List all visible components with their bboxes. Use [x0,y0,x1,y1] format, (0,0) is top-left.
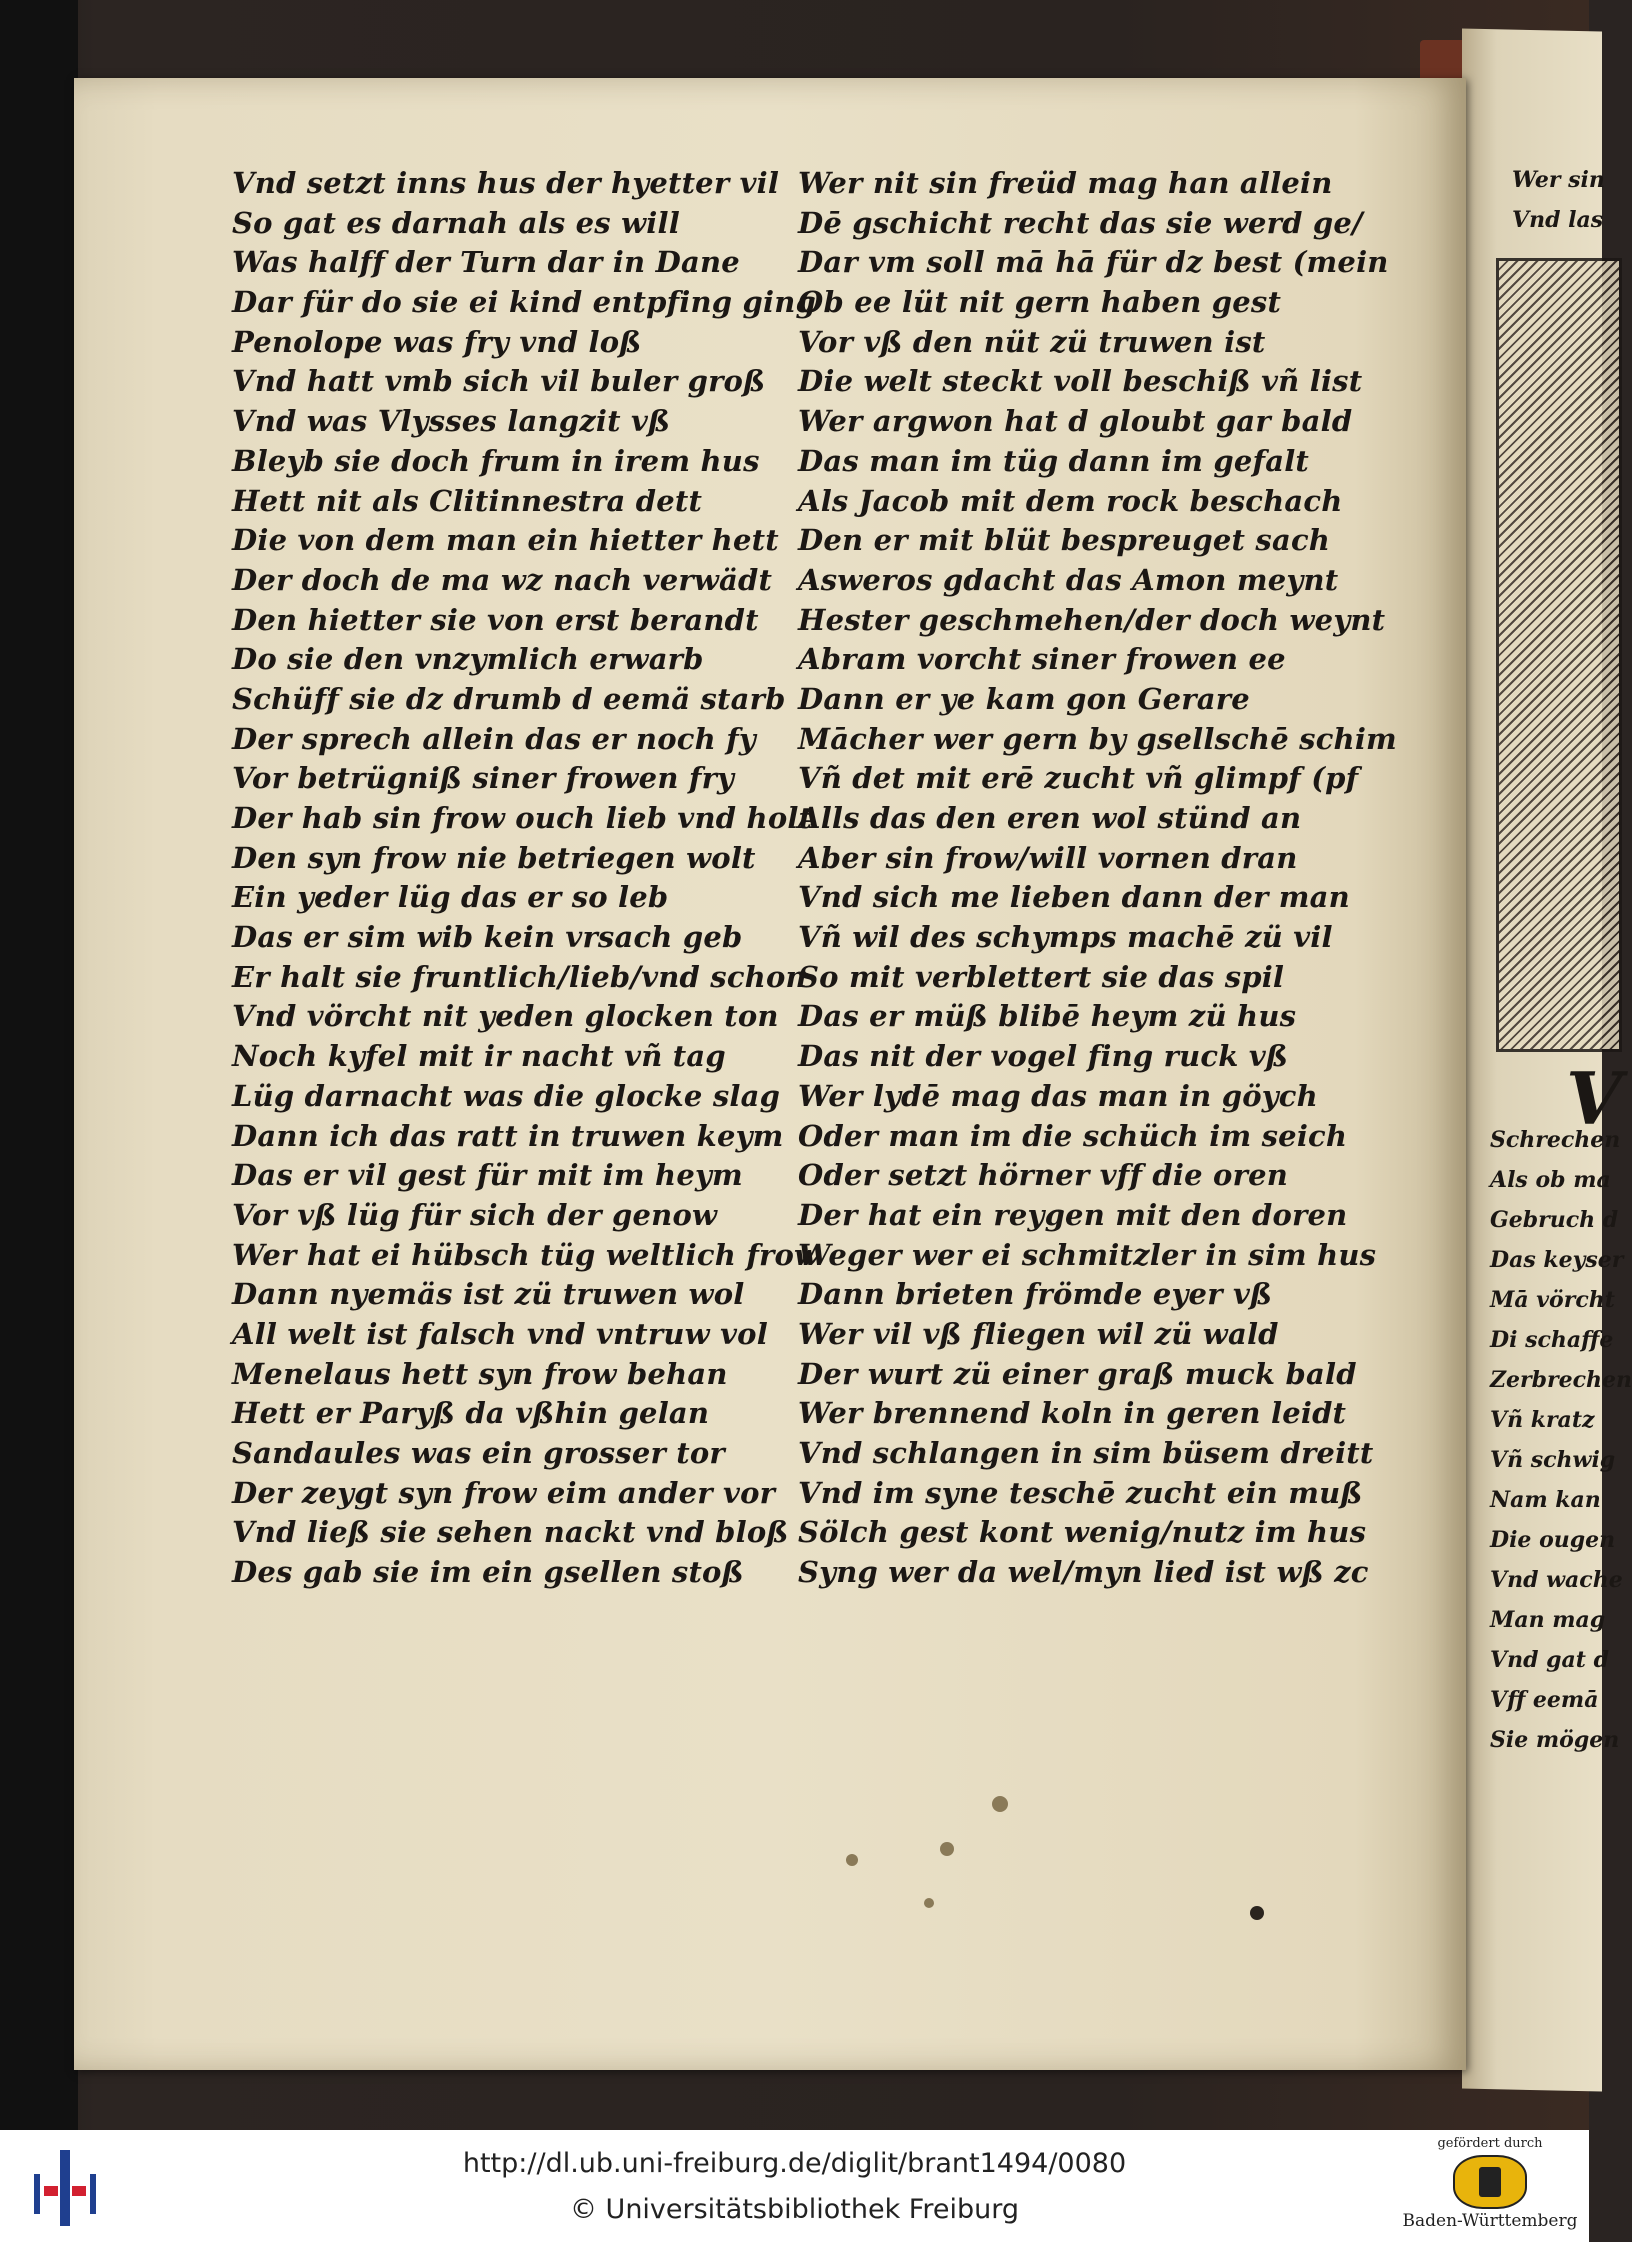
state-crest-icon [1453,2155,1527,2209]
text-line: Das man im tüg dann im gefalt [798,443,1310,478]
text-line: Er halt sie fruntlich/lieb/vnd schon [232,959,807,994]
text-line: Noch kyfel mit ir nacht vñ tag [232,1039,726,1074]
text-line: Der doch de ma wz nach verwädt [232,562,773,597]
facing-page-bottom-text [1490,1120,1632,1760]
text-line: Was halff der Turn dar in Dane [232,245,740,280]
text-line: Vnd im syne teschē zucht ein muß [798,1475,1363,1510]
text-line: Menelaus hett syn frow behan [232,1356,728,1391]
facing-page-line: Vnd gat d [1490,1647,1609,1673]
text-line: Vnd schlangen in sim büsem dreitt [798,1436,1374,1470]
text-line: Hett er Paryß da vßhin gelan [232,1396,710,1431]
text-line: Als Jacob mit dem rock beschach [798,483,1343,518]
text-line: Dar vm soll mā hā für dz best (mein [798,245,1389,280]
facing-page-line: Die ougen [1490,1527,1616,1553]
text-line: Wer lydē mag das man in göych [798,1078,1318,1113]
text-line: Bleyb sie doch frum in irem hus [232,443,760,478]
text-line: Dann er ye kam gon Gerare [798,681,1250,716]
facing-page-line: Das keyser [1490,1247,1624,1273]
text-line: Den hietter sie von erst berandt [232,602,759,637]
text-line: Oder man im die schüch im seich [798,1118,1348,1153]
text-column-right [798,164,1397,1593]
text-line: Vnd ließ sie sehen nackt vnd bloß [232,1515,789,1550]
facing-page-line: Gebruch d [1490,1207,1619,1233]
text-line: Vnd hatt vmb sich vil buler groß [232,364,766,399]
facing-page-line: Zerbrechen [1490,1367,1632,1393]
permalink-url[interactable]: http://dl.ub.uni-freiburg.de/diglit/brant1494/0080 [462,2148,1127,2179]
text-line: Sölch gest kont wenig/nutz im hus [798,1515,1367,1550]
text-line: Aber sin frow/will vornen dran [798,840,1298,875]
text-line: Die von dem man ein hietter hett [232,523,779,558]
facing-page-line: Schrechen [1490,1127,1621,1153]
book-binding [0,0,78,2130]
paper-hole [940,1842,954,1856]
paper-hole [1250,1906,1264,1920]
text-line: Alls das den eren wol stünd an [798,801,1302,835]
sponsor-block [1400,2136,1580,2231]
text-line: Lüg darnacht was die glocke slag [232,1078,781,1113]
text-line: Vnd sich me lieben dann der man [798,880,1350,915]
facing-page-line: Vnd wache [1490,1567,1623,1593]
text-line: So gat es darnah als es will [232,205,680,240]
facing-page-line: Vñ schwig [1490,1447,1616,1473]
text-line: Weger wer ei schmitzler in sim hus [798,1237,1377,1272]
text-line: Vor vß den nüt zü truwen ist [798,324,1266,359]
text-line: Des gab sie im ein gsellen stoß [232,1555,744,1590]
text-line: Der hat ein reygen mit den doren [798,1197,1348,1232]
text-line: Das er vil gest für mit im heym [232,1158,743,1193]
facing-page-line: Als ob ma [1490,1167,1611,1193]
text-line: Vor vß lüg für sich der genow [232,1197,718,1232]
text-line: Das er sim wib kein vrsach geb [232,920,743,955]
text-line: Vñ wil des schymps machē zü vil [798,920,1333,955]
text-line: Wer brennend koln in geren leidt [798,1396,1347,1431]
text-line: Penolope was fry vnd loß [232,324,642,359]
text-line: Sandaules was ein grosser tor [232,1436,725,1470]
text-line: Der hab sin frow ouch lieb vnd holt [232,801,813,835]
sponsor-label: gefördert durch [1437,2136,1543,2151]
text-line: Wer vil vß fliegen wil zü wald [798,1316,1279,1351]
paper-hole [992,1796,1008,1812]
paper-hole [924,1898,934,1908]
initial-letter: V [1566,1056,1622,1141]
facing-page-line: Di schaffe [1490,1327,1614,1353]
text-line: Das nit der vogel fing ruck vß [798,1039,1289,1074]
facing-page-line: Sie mögen [1490,1727,1620,1753]
text-line: Wer hat ei hübsch tüg weltlich frow [232,1237,820,1272]
facing-page-line: Wer sin [1512,167,1605,193]
facing-page-line: Vff eemā [1490,1687,1599,1713]
text-line: Schüff sie dz drumb d eemä starb [232,681,786,716]
text-line: Vnd setzt inns hus der hyetter vil [232,166,780,200]
text-line: Der zeygt syn frow eim ander vor [232,1475,776,1510]
paper-hole [846,1854,858,1866]
text-line: Den er mit blüt bespreuget sach [798,523,1331,558]
text-line: Dar für do sie ei kind entpfing ging [232,285,816,320]
text-line: Wer nit sin freüd mag han allein [798,166,1333,200]
text-line: Ein yeder lüg das er so leb [232,880,669,915]
text-line: Dann nyemäs ist zü truwen wol [232,1277,745,1312]
text-column-left [232,164,819,1593]
text-line: Dann brieten frömde eyer vß [798,1277,1273,1312]
text-line: All welt ist falsch vnd vntruw vol [232,1316,768,1351]
facing-page-line: Nam kan [1490,1487,1601,1513]
facing-page-line: Vñ kratz [1490,1407,1595,1433]
facing-page-top-text [1512,160,1605,240]
text-line: Vñ det mit erē zucht vñ glimpf (pf [798,761,1359,796]
text-line: Abram vorcht siner frowen ee [798,642,1286,677]
text-line: Der sprech allein das er noch fy [232,721,756,756]
text-line: Vnd was Vlysses langzit vß [232,404,671,439]
text-line: Asweros gdacht das Amon meynt [798,562,1339,597]
text-line: Der wurt zü einer graß muck bald [798,1356,1357,1391]
text-line: Das er müß blibē heym zü hus [798,999,1297,1034]
facing-page-line: Mā vörcht [1490,1287,1615,1313]
text-line: Wer argwon hat d gloubt gar bald [798,404,1353,439]
text-line: Dē gschicht recht das sie werd ge/ [798,205,1363,240]
text-line: So mit verblettert sie das spil [798,959,1285,994]
copyright-notice: © Universitätsbibliothek Freiburg [569,2194,1020,2225]
text-line: Oder setzt hörner vff die oren [798,1158,1289,1193]
viewer-footer [0,2130,1589,2242]
text-line: Vor betrügniß siner frowen fry [232,761,735,796]
facing-page-line: Vnd las [1512,207,1604,233]
text-line: Mācher wer gern by gsellschē schim [798,721,1397,756]
woodcut-illustration [1496,258,1622,1052]
text-line: Syng wer da wel/myn lied ist wß zc [798,1555,1369,1590]
text-line: Den syn frow nie betriegen wolt [232,840,756,875]
sponsor-name: Baden-Württemberg [1402,2211,1578,2231]
text-line: Hester geschmehen/der doch weynt [798,602,1386,637]
facing-page-line: Man mag [1490,1607,1606,1633]
text-line: Do sie den vnzymlich erwarb [232,642,704,677]
text-line: Hett nit als Clitinnestra dett [232,483,703,518]
text-line: Dann ich das ratt in truwen keym [232,1118,784,1153]
text-line: Die welt steckt voll beschiß vñ list [798,364,1363,399]
text-line: Vnd vörcht nit yeden glocken ton [232,999,779,1034]
text-line: Ob ee lüt nit gern haben gest [798,285,1282,320]
